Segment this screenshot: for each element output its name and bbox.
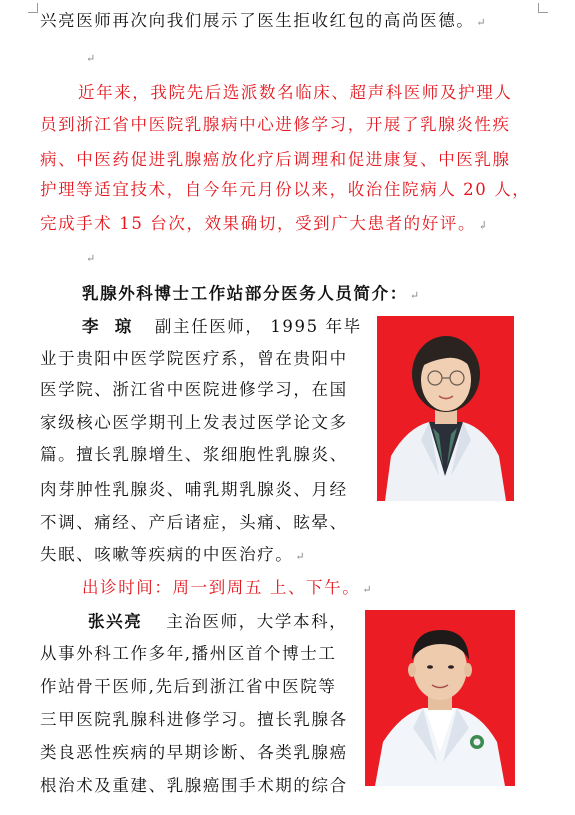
- doctor1-bio-line: 医学院、浙江省中医院进修学习，在国: [40, 380, 348, 399]
- section-heading: 乳腺外科博士工作站部分医务人员简介： ↵: [82, 284, 420, 303]
- doctor2-bio-line: 作站骨干医师,先后到浙江省中医院等: [40, 677, 337, 696]
- top-line: 兴亮医师再次向我们展示了医生拒收红包的高尚医德。 ↵: [40, 11, 486, 30]
- doctor1-schedule: 出诊时间：周一到周五 上、下午。 ↵: [82, 578, 372, 597]
- red-paragraph-line-5: 完成手术 15 台次，效果确切，受到广大患者的好评。 ↲: [40, 214, 488, 233]
- doctor1-bio-line: 失眠、咳嗽等疾病的中医治疗。 ↵: [40, 545, 305, 564]
- empty-paragraph-mark: ↵: [86, 52, 96, 65]
- doctor2-bio-line: 根治术及重建、乳腺癌围手术期的综合: [40, 776, 348, 795]
- paragraph-mark: ↵: [476, 16, 486, 29]
- doctor2-bio-line: 从事外科工作多年,播州区首个博士工: [40, 644, 337, 663]
- empty-paragraph-mark: ↵: [86, 252, 96, 265]
- doctor1-bio-line: 肉芽肿性乳腺炎、哺乳期乳腺炎、月经: [40, 480, 348, 499]
- doctor1-portrait: [377, 316, 514, 501]
- red-paragraph-line-3: 病、中医药促进乳腺癌放化疗后调理和促进康复、中医乳腺: [40, 150, 511, 169]
- doctor2-line-1: 张兴亮 主治医师，大学本科，: [88, 612, 348, 631]
- doctor1-name: 李 琼: [82, 317, 133, 336]
- doctor1-bio-line: 不调、痛经、产后诸症，头痛、眩晕、: [40, 513, 348, 532]
- paragraph-mark: ↲: [478, 219, 488, 232]
- red-paragraph-line-1: 近年来，我院先后选派数名临床、超声科医师及护理人: [78, 83, 513, 102]
- doctor1-bio-line: 家级核心医学期刊上发表过医学论文多: [40, 413, 348, 432]
- paragraph-mark: ↵: [409, 289, 420, 302]
- doctor1-photo: [377, 316, 514, 501]
- red-paragraph-line-2: 员到浙江省中医院乳腺病中心进修学习，开展了乳腺炎性疾: [40, 115, 511, 134]
- doctor2-bio-line: 类良恶性疾病的早期诊断、各类乳腺癌: [40, 743, 348, 762]
- paragraph-mark: ↵: [362, 583, 372, 596]
- margin-corner-left: [28, 3, 38, 13]
- doctor2-name: 张兴亮: [88, 612, 143, 631]
- doctor2-bio-line: 三甲医院乳腺科进修学习。擅长乳腺各: [40, 710, 348, 729]
- red-paragraph-line-4: 护理等适宜技术，自今年元月份以来，收治住院病人 20 人，: [40, 180, 531, 199]
- margin-corner-right: [538, 3, 548, 13]
- doctor2-photo: [365, 610, 515, 786]
- doctor1-line-1: 李 琼 副主任医师， 1995 年毕: [82, 317, 362, 336]
- paragraph-mark: ↵: [295, 550, 305, 563]
- doctor2-portrait: [365, 610, 515, 786]
- doctor1-bio-line: 业于贵阳中医学院医疗系，曾在贵阳中: [40, 349, 348, 368]
- doctor1-bio-line: 篇。擅长乳腺增生、浆细胞性乳腺炎、: [40, 445, 348, 464]
